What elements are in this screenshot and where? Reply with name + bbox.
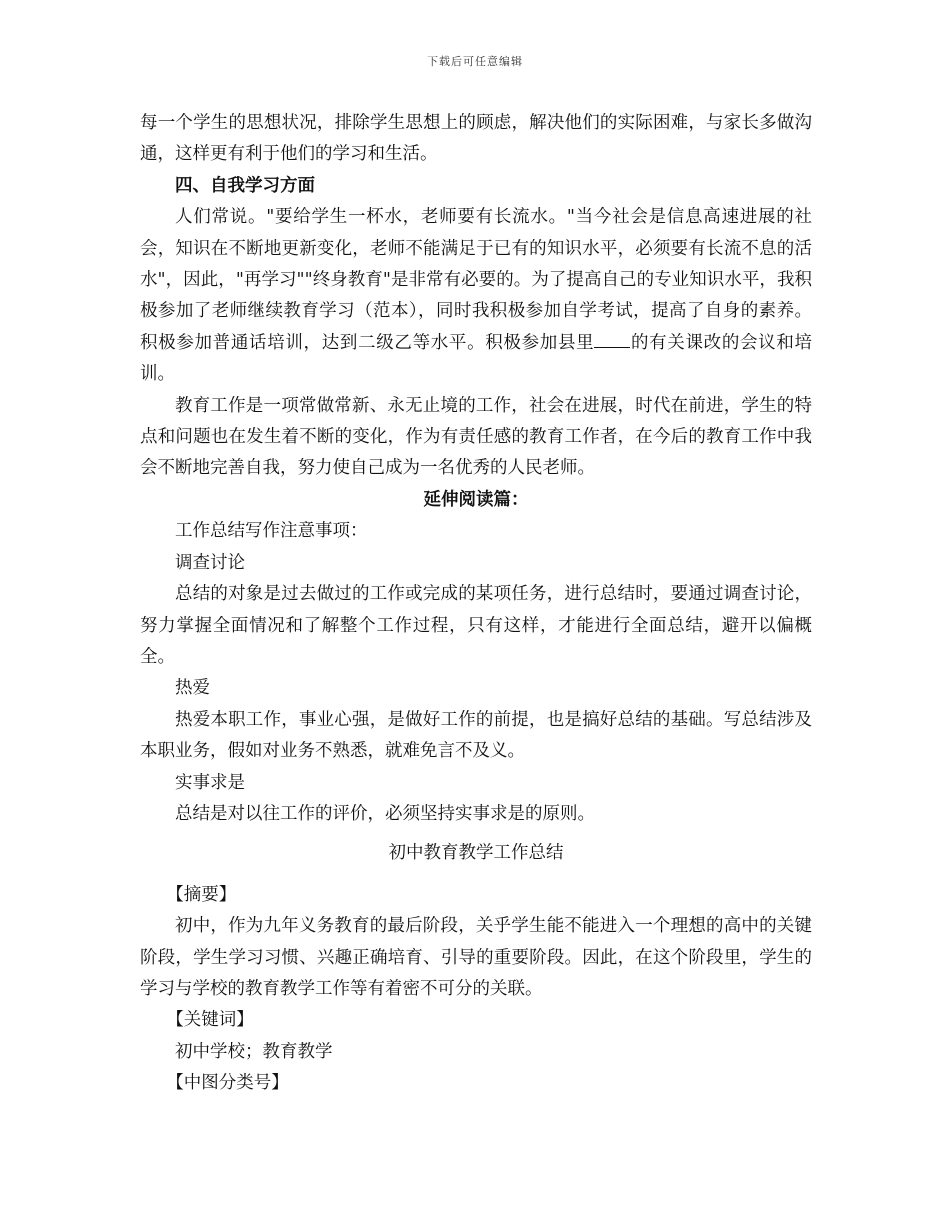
subheading-truth: 实事求是	[175, 772, 245, 793]
extended-reading-title: 延伸阅读篇：	[423, 489, 529, 510]
keywords-label: 【关键词】	[166, 1010, 254, 1031]
page-header: 下载后可任意编辑	[427, 55, 523, 68]
subheading-investigation: 调查讨论	[175, 552, 245, 573]
paragraph-continuation: 每一个学生的思想状况，排除学生思想上的顾虑，解决他们的实际困难，与家长多做沟通，这样更有利于他们的学习和生活。	[140, 113, 812, 165]
blank-underline	[594, 331, 630, 348]
abstract-label: 【摘要】	[166, 884, 237, 905]
clc-label: 【中图分类号】	[166, 1073, 289, 1094]
document-title: 初中教育教学工作总结	[388, 843, 564, 864]
document-body	[140, 108, 812, 1100]
paragraph-conclusion: 教育工作是一项常做常新、永无止境的工作，社会在进展，时代在前进，学生的特点和问题也在发生着不断的变化，作为有责任感的教育工作者，在今后的教育工作中我会不断地完善自我，努力使自己成为一名优秀的人民老师。	[140, 395, 812, 479]
paragraph-passion: 热爱本职工作，事业心强，是做好工作的前提，也是搞好总结的基础。写总结涉及本职业务，假如对业务不熟悉，就难免言不及义。	[140, 709, 812, 762]
abstract-text: 初中，作为九年义务教育的最后阶段，关乎学生能不能进入一个理想的高中的关键阶段，学生学习习惯、兴趣正确培育、引导的重要阶段。因此，在这个阶段里，学生的学习与学校的教育教学工作等有着密不可分的关联。	[140, 916, 812, 999]
paragraph-self-study-tail: 的有关课改的会议和培训。	[140, 332, 813, 385]
extended-reading-intro: 工作总结写作注意事项：	[175, 521, 368, 542]
subheading-passion: 热爱	[175, 678, 210, 699]
keywords-text: 初中学校；教育教学	[175, 1041, 333, 1062]
paragraph-self-study-text: 人们常说。"要给学生一杯水，老师要有长流水。"当今社会是信息高速进展的社会，知识在不断地更新变化，老师不能满足于已有的知识水平，必须要有长流不息的活水"，因此，"再学习""终身教育"是非常有必要的。为了提高自己的专业知识水平，我积极参加了老师继续教育学习（范本），同时我积极参加自学考试，提高了自身的素养。积极参加普通话培训，达到二级乙等水平。积极参加县里	[140, 207, 812, 353]
paragraph-self-study	[140, 202, 812, 390]
paragraph-investigation: 总结的对象是过去做过的工作或完成的某项任务，进行总结时，要通过调查讨论，努力掌握全面情况和了解整个工作过程，只有这样，才能进行全面总结，避开以偏概全。	[140, 584, 812, 667]
paragraph-truth: 总结是对以往工作的评价，必须坚持实事求是的原则。	[175, 803, 595, 824]
section-heading-self-study: 四、自我学习方面	[175, 175, 315, 196]
